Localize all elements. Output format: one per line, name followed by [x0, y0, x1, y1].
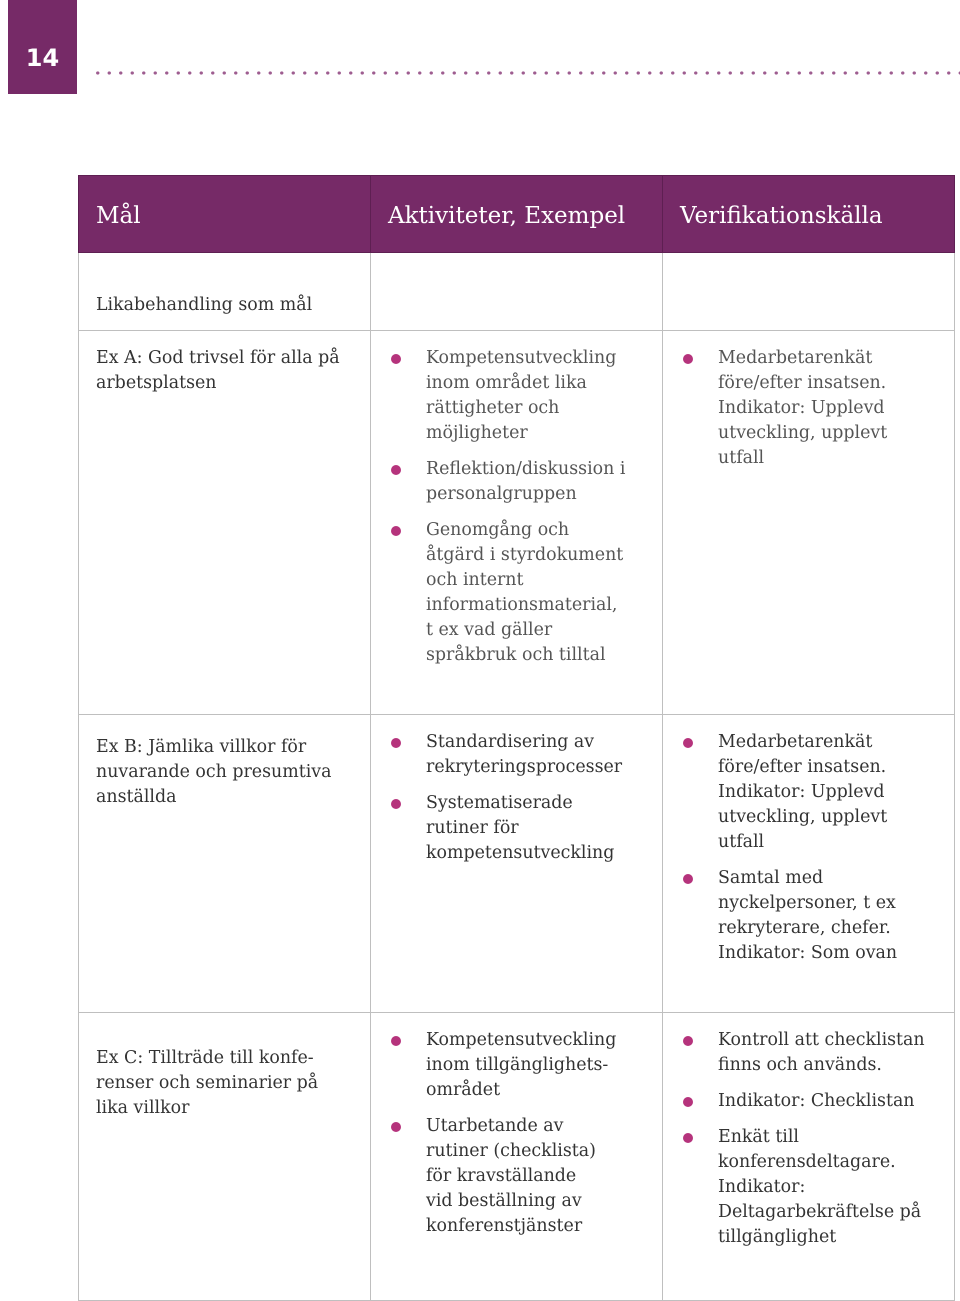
section-row [79, 253, 955, 331]
list-item-text: Utarbetande av rutiner (checklista) för kravställande vid beställning av konferenstjänster [426, 1116, 596, 1236]
activities-cell [371, 715, 663, 1013]
list-item [683, 1028, 942, 1078]
empty-cell [663, 253, 955, 331]
bullet-icon [683, 1036, 693, 1046]
sources-list [663, 1013, 954, 1250]
bullet-icon [683, 738, 693, 748]
section-title: Likabehandling som mål [96, 295, 313, 315]
bullet-icon [391, 1036, 401, 1046]
dotted-rule [92, 70, 960, 76]
list-item [391, 518, 650, 668]
goal-cell [79, 331, 371, 715]
table-row [79, 1013, 955, 1301]
sources-list [663, 715, 954, 966]
sources-cell [663, 331, 955, 715]
list-item [683, 730, 942, 855]
list-item [391, 1028, 650, 1103]
list-item-text: Reflektion/diskussion i personalgruppen [426, 459, 626, 504]
page-number [8, 0, 77, 94]
activities-list [371, 715, 662, 866]
bullet-icon [391, 1122, 401, 1132]
list-item-text: Kontroll att checklistan finns och används. [718, 1030, 925, 1075]
goal-text: Ex A: God trivsel för alla på arbetsplatsen [96, 348, 340, 393]
list-item-text: Systematiserade rutiner för kompetensutveckling [426, 793, 615, 863]
list-item [391, 730, 650, 780]
bullet-icon [683, 354, 693, 364]
list-item-text: Genomgång och åtgärd i styrdokument och internt informationsmaterial, t ex vad gäller språkbruk och tilltal [426, 520, 624, 665]
table-row [79, 331, 955, 715]
list-item-text: Medarbetarenkät före/efter insatsen. Indikator: Upplevd utveckling, upplevt utfall [718, 348, 888, 468]
empty-cell [371, 253, 663, 331]
activities-list [371, 331, 662, 668]
bullet-icon [683, 1097, 693, 1107]
header-goal: Mål [79, 176, 371, 253]
bullet-icon [683, 1133, 693, 1143]
list-item-text: Samtal med nyckelpersoner, t ex rekryterare, chefer. Indikator: Som ovan [718, 868, 898, 963]
list-item-text: Kompetensutveckling inom tillgänglighets- området [426, 1030, 617, 1100]
goals-table [78, 175, 955, 1301]
header-sources: Verifikationskälla [663, 176, 955, 253]
list-item [683, 1089, 942, 1114]
list-item [391, 457, 650, 507]
table-header-row [79, 176, 955, 253]
activities-cell [371, 331, 663, 715]
list-item [683, 346, 942, 471]
goal-text: Ex C: Tillträde till konfe- renser och seminarier på lika villkor [96, 1048, 319, 1118]
list-item [683, 1125, 942, 1250]
bullet-icon [391, 354, 401, 364]
list-item [683, 866, 942, 966]
section-title-cell [79, 253, 371, 331]
goal-cell [79, 1013, 371, 1301]
bullet-icon [391, 465, 401, 475]
table-row [79, 715, 955, 1013]
sources-cell [663, 1013, 955, 1301]
list-item-text: Enkät till konferensdeltagare. Indikator: Deltagarbekräftelse på tillgänglighet [718, 1127, 922, 1247]
list-item-text: Standardisering av rekryteringsprocesser [426, 732, 623, 777]
sources-cell [663, 715, 955, 1013]
goal-text: Ex B: Jämlika villkor för nuvarande och presumtiva anställda [96, 737, 332, 807]
page-number-label: 14 [25, 44, 60, 72]
bullet-icon [683, 874, 693, 884]
list-item [391, 346, 650, 446]
list-item-text: Medarbetarenkät före/efter insatsen. Indikator: Upplevd utveckling, upplevt utfall [718, 732, 888, 852]
activities-list [371, 1013, 662, 1239]
sources-list [663, 331, 954, 471]
bullet-icon [391, 799, 401, 809]
activities-cell [371, 1013, 663, 1301]
list-item-text: Indikator: Checklistan [718, 1091, 915, 1111]
header-activities: Aktiviteter, Exempel [371, 176, 663, 253]
goal-cell [79, 715, 371, 1013]
list-item-text: Kompetensutveckling inom området lika rättigheter och möjligheter [426, 348, 617, 443]
bullet-icon [391, 738, 401, 748]
list-item [391, 791, 650, 866]
bullet-icon [391, 526, 401, 536]
list-item [391, 1114, 650, 1239]
